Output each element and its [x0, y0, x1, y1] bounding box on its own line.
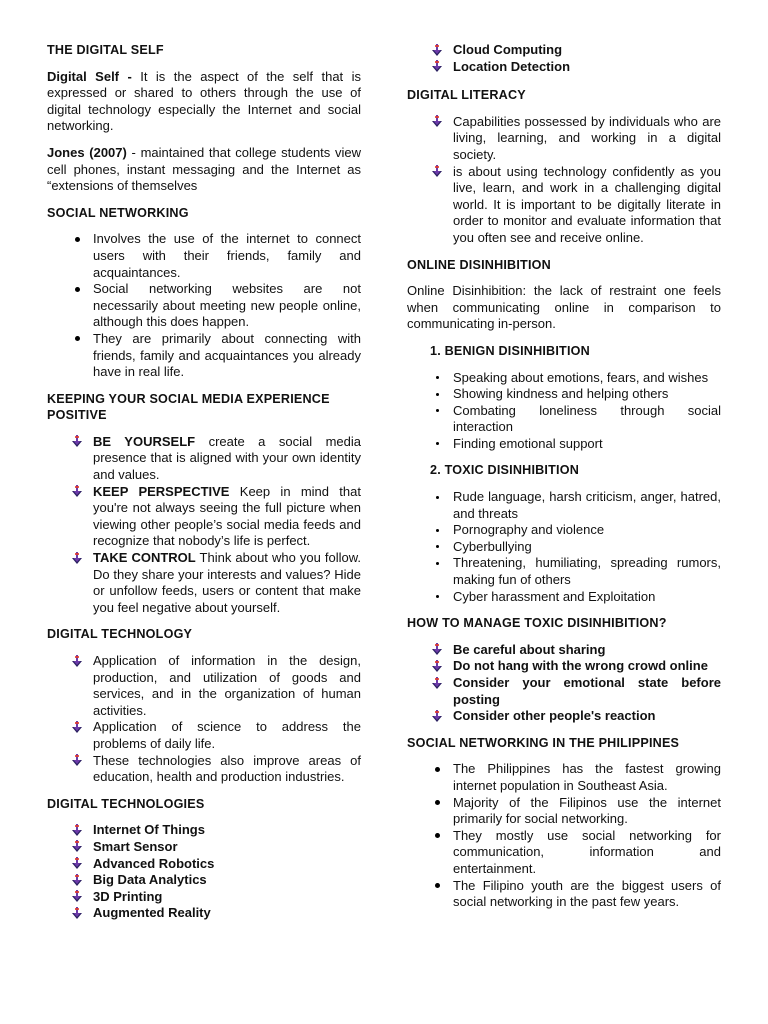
digital-self-text: It is the aspect of the self that is expressed or shared to others through the use of digital technology especially the Internet and social networking. — [47, 68, 361, 134]
bullet-dot-icon — [436, 545, 439, 548]
list-item-text: Internet Of Things — [93, 822, 205, 838]
bullet-dot-icon — [436, 442, 439, 445]
list-item — [407, 589, 721, 606]
list-item-text: Threatening, humiliating, spreading rumors, making fun of others — [453, 555, 721, 588]
online-disinhibition-text: Online Disinhibition: the lack of restraint one feels when communicating online in comparison to communicating in-person. — [407, 283, 721, 332]
arrow-bullet-icon — [69, 653, 85, 669]
list-item-text: Location Detection — [453, 58, 571, 74]
list-item — [47, 434, 361, 484]
list-item-text: Majority of the Filipinos use the internet primarily for social networking. — [453, 794, 721, 827]
social-networking-list — [47, 231, 361, 380]
list-item-text: Showing kindness and helping others — [453, 386, 669, 402]
list-item — [407, 539, 721, 556]
list-item — [47, 889, 361, 906]
arrow-bullet-icon — [69, 550, 85, 566]
arrow-bullet-icon — [429, 42, 445, 58]
list-item-text: Speaking about emotions, fears, and wishes — [453, 369, 709, 385]
list-item-text: Cyberbullying — [453, 538, 532, 554]
heading-manage-toxic: HOW TO MANAGE TOXIC DISINHIBITION? — [407, 616, 667, 631]
arrow-bullet-icon — [69, 434, 85, 450]
list-item — [407, 555, 721, 588]
list-item — [47, 839, 361, 856]
list-item-text: Augmented Reality — [93, 905, 211, 921]
arrow-bullet-icon — [69, 872, 85, 888]
arrow-bullet-icon — [69, 484, 85, 500]
list-item-text: Social networking websites are not necessarily about meeting new people online, although this does happen. — [93, 281, 361, 330]
list-item — [407, 658, 721, 675]
list-item — [407, 878, 721, 911]
digital-literacy-list — [407, 114, 721, 247]
list-item — [47, 550, 361, 616]
bullet-dot-icon — [436, 595, 439, 598]
arrow-bullet-icon — [69, 856, 85, 872]
list-item — [407, 828, 721, 878]
list-item — [407, 522, 721, 539]
arrow-bullet-icon — [69, 905, 85, 921]
list-item-text: Finding emotional support — [453, 435, 603, 451]
list-item-text: Application of information in the design, production, and utilization of goods and services, and in the organization of human activities. — [93, 653, 361, 718]
list-item — [407, 370, 721, 387]
sn-philippines-list — [407, 761, 721, 910]
list-item — [407, 59, 721, 76]
list-item — [47, 872, 361, 889]
list-item — [407, 114, 721, 164]
bullet-dot-icon — [75, 287, 80, 292]
list-item-text: Keep in mind that you're not always seeing the full picture when viewing other people’s social media feeds and recognize that nobody’s life is perfect. — [93, 483, 361, 549]
left-column — [47, 42, 361, 932]
list-item-term: BE YOURSELF — [93, 433, 196, 449]
term-jones: Jones (2007) — [47, 144, 127, 160]
arrow-bullet-icon — [429, 59, 445, 75]
digital-technology-list — [47, 653, 361, 786]
digital-technologies-list — [47, 822, 361, 922]
list-item-text: Combating loneliness through social interaction — [453, 402, 721, 435]
list-item — [407, 675, 721, 708]
list-item-text: Advanced Robotics — [93, 855, 215, 871]
list-item-text: Consider other people's reaction — [453, 708, 656, 724]
heading-digital-technology: DIGITAL TECHNOLOGY — [47, 627, 193, 642]
arrow-bullet-icon — [429, 642, 445, 658]
bullet-dot-icon — [435, 833, 440, 838]
list-item-text: create a social media presence that is aligned with your own identity and values. — [93, 433, 362, 483]
list-item — [47, 822, 361, 839]
right-column — [407, 42, 721, 921]
list-item — [47, 281, 361, 331]
list-item-text: Smart Sensor — [93, 838, 178, 854]
arrow-bullet-icon — [69, 719, 85, 735]
heading-keeping-positive: KEEPING YOUR SOCIAL MEDIA EXPERIENCE POSITIVE — [47, 391, 330, 423]
heading-digital-technologies: DIGITAL TECHNOLOGIES — [47, 796, 205, 811]
list-item-text: 3D Printing — [93, 888, 163, 904]
bullet-dot-icon — [436, 529, 439, 532]
bullet-dot-icon — [435, 883, 440, 888]
list-item — [47, 753, 361, 786]
arrow-bullet-icon — [429, 658, 445, 674]
list-item-text: Capabilities possessed by individuals who are living, learning, and working in a digital society. — [453, 113, 721, 162]
list-item — [407, 708, 721, 725]
list-item-text: Be careful about sharing — [453, 641, 606, 657]
heading-social-networking: SOCIAL NETWORKING — [47, 205, 189, 220]
list-item-text: They are primarily about connecting with friends, family and acquaintances you already have in real life. — [93, 330, 361, 380]
jones-paragraph — [47, 145, 361, 195]
list-item — [407, 761, 721, 794]
list-item — [407, 42, 721, 59]
list-item — [407, 164, 721, 247]
digital-self-definition — [47, 69, 361, 135]
list-item — [47, 231, 361, 281]
list-item-text: is about using technology confidently as you live, learn, and work in a challenging digital world. It is important to be digitally literate in order to monitor and evaluate information that you often see and receive online. — [453, 163, 721, 245]
term-digital-self: Digital Self - — [47, 68, 132, 84]
list-item — [47, 331, 361, 381]
benign-disinhibition-list — [407, 370, 721, 453]
list-item-text: Cloud Computing — [453, 42, 563, 57]
list-item — [407, 403, 721, 436]
list-item — [47, 653, 361, 719]
list-item-text: Rude language, harsh criticism, anger, hatred, and threats — [453, 489, 721, 521]
heading-online-disinhibition: ONLINE DISINHIBITION — [407, 257, 551, 272]
list-item-text: Cyber harassment and Exploitation — [453, 588, 656, 604]
arrow-bullet-icon — [69, 822, 85, 838]
bullet-dot-icon — [436, 376, 439, 379]
list-item-text: Pornography and violence — [453, 522, 605, 538]
list-item-text: The Philippines has the fastest growing internet population in Southeast Asia. — [453, 761, 721, 793]
list-item-text: Application of science to address the problems of daily life. — [93, 719, 361, 751]
list-item-text: Do not hang with the wrong crowd online — [453, 658, 708, 674]
bullet-dot-icon — [436, 409, 439, 412]
list-item — [407, 489, 721, 522]
list-item — [47, 905, 361, 922]
bullet-dot-icon — [75, 336, 80, 341]
arrow-bullet-icon — [429, 114, 445, 130]
heading-digital-literacy: DIGITAL LITERACY — [407, 88, 526, 103]
list-item-text: Big Data Analytics — [93, 872, 207, 888]
bullet-dot-icon — [436, 562, 439, 565]
list-item-text: Consider your emotional state before posting — [453, 675, 721, 707]
list-item — [407, 642, 721, 659]
manage-toxic-list — [407, 642, 721, 725]
toxic-disinhibition-list — [407, 489, 721, 605]
arrow-bullet-icon — [69, 889, 85, 905]
list-item-term: KEEP PERSPECTIVE — [93, 483, 230, 499]
heading-benign-disinhibition: 1. BENIGN DISINHIBITION — [430, 343, 590, 358]
bullet-dot-icon — [435, 800, 440, 805]
arrow-bullet-icon — [429, 675, 445, 691]
list-item-term: TAKE CONTROL — [93, 550, 196, 566]
arrow-bullet-icon — [429, 164, 445, 180]
keeping-positive-list — [47, 434, 361, 617]
arrow-bullet-icon — [429, 708, 445, 724]
heading-sn-philippines: SOCIAL NETWORKING IN THE PHILIPPINES — [407, 735, 680, 750]
list-item-text: The Filipino youth are the biggest users of social networking in the past few years. — [453, 877, 721, 910]
jones-text: - maintained that college students view cell phones, instant messaging and the Internet as “extensions of themselves — [47, 144, 361, 194]
list-item — [47, 856, 361, 873]
list-item-text: Think about who you follow. Do they share your interests and values? Hide or unfollow feeds, users or content that make you feel negative about yourself. — [93, 550, 361, 615]
heading-digital-self: THE DIGITAL SELF — [47, 43, 164, 57]
list-item-text: These technologies also improve areas of education, health and production industries. — [93, 752, 361, 785]
list-item — [407, 436, 721, 453]
arrow-bullet-icon — [69, 839, 85, 855]
list-item — [47, 719, 361, 752]
digital-technologies-continued-list — [407, 42, 721, 75]
list-item — [407, 795, 721, 828]
list-item — [47, 484, 361, 550]
arrow-bullet-icon — [69, 753, 85, 769]
heading-toxic-disinhibition: 2. TOXIC DISINHIBITION — [430, 463, 580, 478]
list-item-text: Involves the use of the internet to connect users with their friends, family and acquaintances. — [93, 231, 361, 280]
bullet-dot-icon — [75, 237, 80, 242]
bullet-dot-icon — [436, 393, 439, 396]
list-item — [407, 386, 721, 403]
list-item-text: They mostly use social networking for communication, information and entertainment. — [453, 827, 721, 876]
bullet-dot-icon — [435, 767, 440, 772]
bullet-dot-icon — [436, 496, 439, 499]
